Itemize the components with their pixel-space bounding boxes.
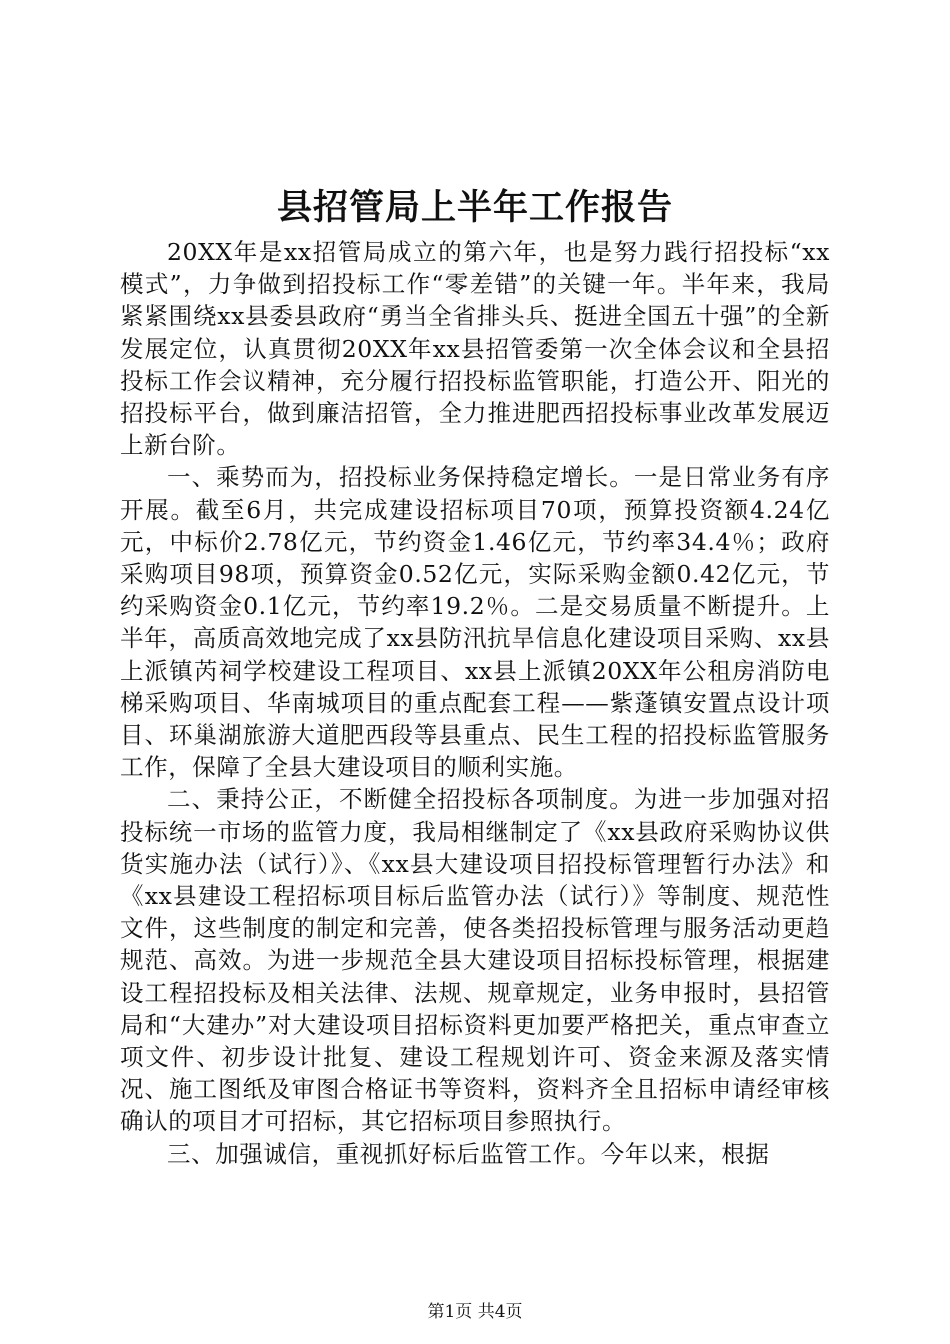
paragraph-intro: 20XX年是xx招管局成立的第六年，也是努力践行招投标“xx模式”，力争做到招投标工作“零差错”的关键一年。半年来，我局紧紧围绕xx县委县政府“勇当全省排头兵、挺进全国五十强”的全新发展定位，认真贯彻20XX年xx县招管委第一次全体会议和全县招投标工作会议精神，充分履行招投标监管职能，打造公开、阳光的招投标平台，做到廉洁招管，全力推进肥西招投标事业改革发展迈上新台阶。 [120, 238, 830, 460]
paragraph-section-2: 二、秉持公正，不断健全招投标各项制度。为进一步加强对招投标统一市场的监管力度，我局相继制定了《xx县政府采购协议供货实施办法（试行）》、《xx县大建设项目招投标管理暂行办法》和《xx县建设工程招标项目标后监管办法（试行）》等制度、规范性文件，这些制度的制定和完善，使各类招投标管理与服务活动更趋规范、高效。为进一步规范全县大建设项目招标投标管理，根据建设工程招投标及相关法律、法规、规章规定，业务申报时，县招管局和“大建办”对大建设项目招标资料更加要严格把关，重点审查立项文件、初步设计批复、建设工程规划许可、资金来源及落实情况、施工图纸及审图合格证书等资料，资料齐全且招标申请经审核确认的项目才可招标，其它招标项目参照执行。 [120, 785, 830, 1136]
document-body [120, 236, 830, 1170]
paragraph-section-3: 三、加强诚信，重视抓好标后监管工作。今年以来，根据 [167, 1139, 770, 1168]
paragraph-section-1: 一、乘势而为，招投标业务保持稳定增长。一是日常业务有序开展。截至6月，共完成建设招标项目70项，预算投资额4.24亿元，中标价2.78亿元，节约资金1.46亿元，节约率34.4％；政府采购项目98项，预算资金0.52亿元，实际采购金额0.42亿元，节约采购资金0.1亿元，节约率19.2％。二是交易质量不断提升。上半年，高质高效地完成了xx县防汛抗旱信息化建设项目采购、xx县上派镇芮祠学校建设工程项目、xx县上派镇20XX年公租房消防电梯采购项目、华南城项目的重点配套工程——紫蓬镇安置点设计项目、环巢湖旅游大道肥西段等县重点、民生工程的招投标监管服务工作，保障了全县大建设项目的顺利实施。 [120, 463, 830, 782]
document-title: 县招管局上半年工作报告 [276, 188, 673, 228]
page-number-footer: 第1页 共4页 [427, 1302, 523, 1322]
